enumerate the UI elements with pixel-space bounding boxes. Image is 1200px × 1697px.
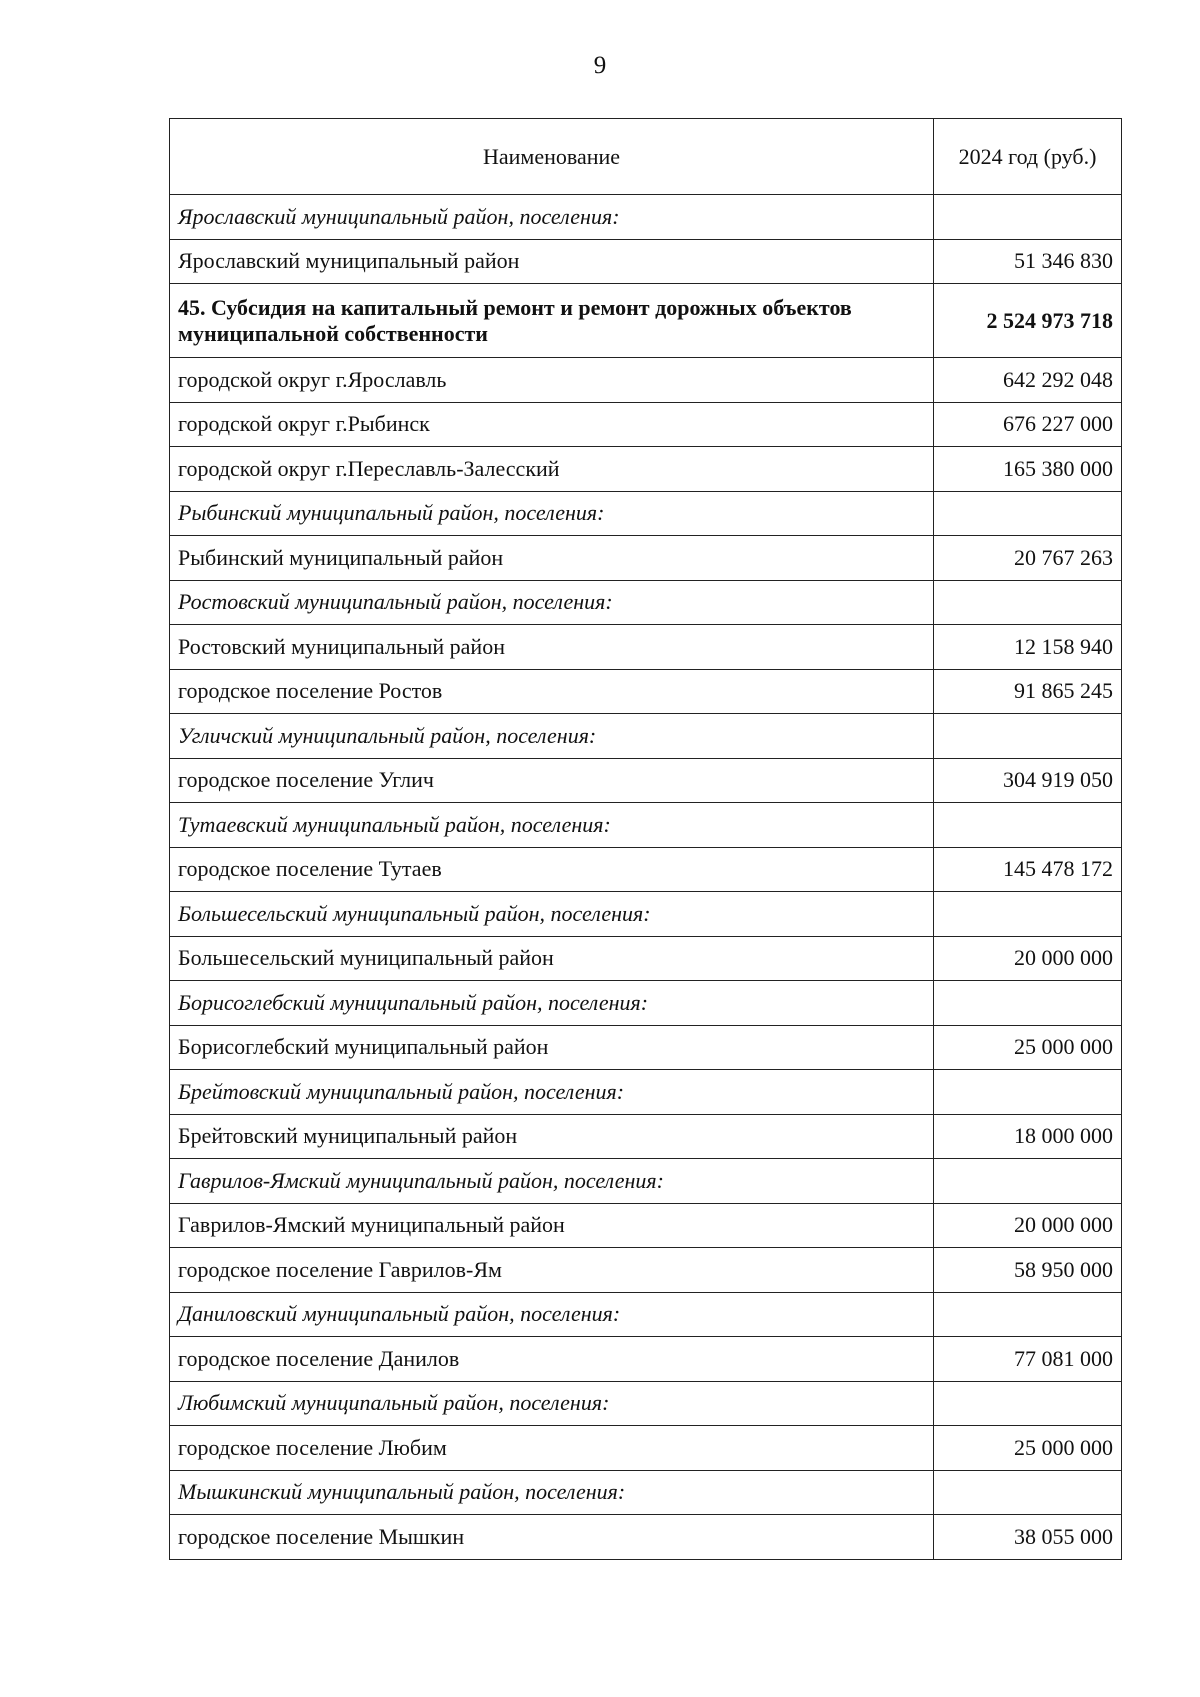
group-row — [170, 803, 1122, 848]
row-value — [934, 580, 1122, 625]
table-row — [170, 1025, 1122, 1070]
row-value: 58 950 000 — [934, 1248, 1122, 1293]
table-row — [170, 447, 1122, 492]
row-name: городское поселение Углич — [170, 758, 934, 803]
row-name: Угличский муниципальный район, поселения: — [170, 714, 934, 759]
table-row — [170, 1203, 1122, 1248]
row-name: городское поселение Мышкин — [170, 1515, 934, 1560]
table-body — [170, 195, 1122, 1560]
table-row — [170, 536, 1122, 581]
table-row — [170, 669, 1122, 714]
row-value: 2 524 973 718 — [934, 284, 1122, 358]
row-name: Борисоглебский муниципальный район — [170, 1025, 934, 1070]
row-value: 77 081 000 — [934, 1337, 1122, 1382]
group-row — [170, 1381, 1122, 1426]
group-row — [170, 1292, 1122, 1337]
row-value: 18 000 000 — [934, 1114, 1122, 1159]
row-name: Любимский муниципальный район, поселения: — [170, 1381, 934, 1426]
group-row — [170, 892, 1122, 937]
row-value: 25 000 000 — [934, 1025, 1122, 1070]
row-value — [934, 803, 1122, 848]
row-name: городское поселение Гаврилов-Ям — [170, 1248, 934, 1293]
row-value — [934, 1381, 1122, 1426]
group-row — [170, 580, 1122, 625]
row-name: городское поселение Тутаев — [170, 847, 934, 892]
row-name: городское поселение Любим — [170, 1426, 934, 1471]
group-row — [170, 1159, 1122, 1204]
row-name: Борисоглебский муниципальный район, поселения: — [170, 981, 934, 1026]
row-name: Брейтовский муниципальный район, поселения: — [170, 1070, 934, 1115]
row-value — [934, 491, 1122, 536]
row-name: городской округ г.Переславль-Залесский — [170, 447, 934, 492]
row-name: Ярославский муниципальный район, поселения: — [170, 195, 934, 240]
table-row — [170, 1426, 1122, 1471]
row-value: 676 227 000 — [934, 402, 1122, 447]
table-row — [170, 358, 1122, 403]
row-name: Мышкинский муниципальный район, поселения: — [170, 1470, 934, 1515]
row-value: 91 865 245 — [934, 669, 1122, 714]
group-row — [170, 981, 1122, 1026]
row-name: 45. Субсидия на капитальный ремонт и ремонт дорожных объектов муниципальной собственности — [170, 284, 934, 358]
table-row — [170, 625, 1122, 670]
row-value — [934, 1470, 1122, 1515]
row-name: городской округ г.Рыбинск — [170, 402, 934, 447]
table-row — [170, 402, 1122, 447]
table-row — [170, 1248, 1122, 1293]
row-value — [934, 892, 1122, 937]
row-name: Рыбинский муниципальный район — [170, 536, 934, 581]
row-value — [934, 1070, 1122, 1115]
row-name: Рыбинский муниципальный район, поселения: — [170, 491, 934, 536]
row-name: Ярославский муниципальный район — [170, 239, 934, 284]
budget-table — [169, 118, 1122, 1560]
row-value — [934, 1159, 1122, 1204]
group-row — [170, 714, 1122, 759]
row-value: 642 292 048 — [934, 358, 1122, 403]
header-value: 2024 год (руб.) — [934, 119, 1122, 195]
row-value: 20 767 263 — [934, 536, 1122, 581]
row-value — [934, 981, 1122, 1026]
table-row — [170, 758, 1122, 803]
row-name: Большесельский муниципальный район, поселения: — [170, 892, 934, 937]
row-value — [934, 714, 1122, 759]
row-name: Ростовский муниципальный район, поселения: — [170, 580, 934, 625]
row-value — [934, 195, 1122, 240]
row-name: Большесельский муниципальный район — [170, 936, 934, 981]
row-value: 145 478 172 — [934, 847, 1122, 892]
row-value: 304 919 050 — [934, 758, 1122, 803]
row-value: 25 000 000 — [934, 1426, 1122, 1471]
table-row — [170, 936, 1122, 981]
row-name: Даниловский муниципальный район, поселения: — [170, 1292, 934, 1337]
row-name: Ростовский муниципальный район — [170, 625, 934, 670]
table-row — [170, 1515, 1122, 1560]
row-name: Гаврилов-Ямский муниципальный район, поселения: — [170, 1159, 934, 1204]
page-number: 9 — [593, 52, 607, 79]
row-name: городское поселение Ростов — [170, 669, 934, 714]
row-value: 38 055 000 — [934, 1515, 1122, 1560]
row-value: 51 346 830 — [934, 239, 1122, 284]
row-value: 12 158 940 — [934, 625, 1122, 670]
table-header-row — [170, 119, 1122, 195]
row-value — [934, 1292, 1122, 1337]
table-row — [170, 847, 1122, 892]
group-row — [170, 1470, 1122, 1515]
row-name: Брейтовский муниципальный район — [170, 1114, 934, 1159]
group-row — [170, 195, 1122, 240]
row-value: 20 000 000 — [934, 936, 1122, 981]
row-name: городской округ г.Ярославль — [170, 358, 934, 403]
row-name: Гаврилов-Ямский муниципальный район — [170, 1203, 934, 1248]
table-row — [170, 1114, 1122, 1159]
row-name: Тутаевский муниципальный район, поселения: — [170, 803, 934, 848]
table-row — [170, 1337, 1122, 1382]
group-row — [170, 1070, 1122, 1115]
group-row — [170, 491, 1122, 536]
total-row — [170, 284, 1122, 358]
row-value: 20 000 000 — [934, 1203, 1122, 1248]
row-value: 165 380 000 — [934, 447, 1122, 492]
table-row — [170, 239, 1122, 284]
row-name: городское поселение Данилов — [170, 1337, 934, 1382]
header-name: Наименование — [170, 119, 934, 195]
